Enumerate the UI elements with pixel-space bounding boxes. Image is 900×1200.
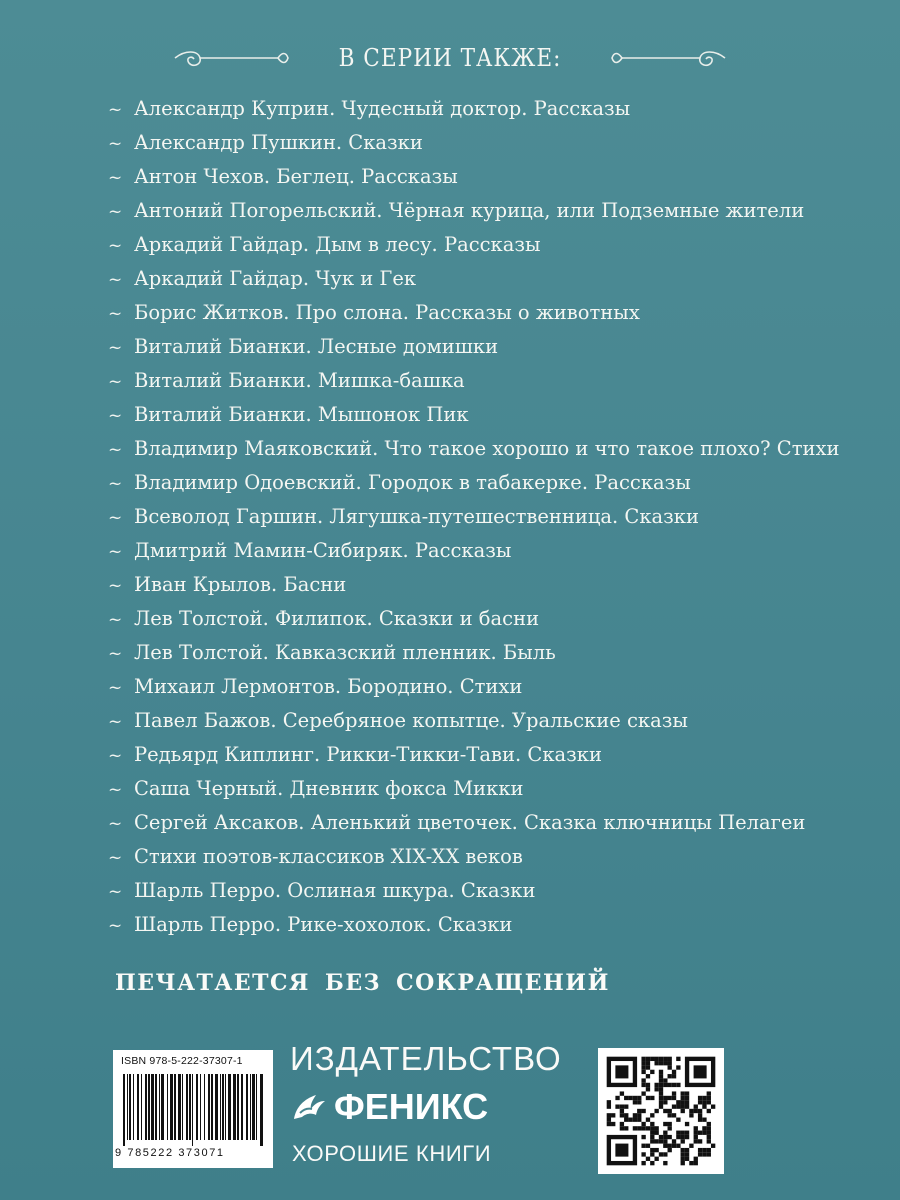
tilde-bullet: ~	[108, 202, 123, 222]
book-title: Владимир Маяковский. Что такое хорошо и что такое плохо? Стихи	[134, 437, 840, 460]
publisher-name: ФЕНИКС	[334, 1086, 489, 1127]
book-title: Павел Бажов. Серебряное копытце. Уральские сказы	[134, 709, 688, 732]
book-list-item	[108, 364, 868, 398]
tilde-bullet: ~	[108, 916, 123, 936]
tilde-bullet: ~	[108, 814, 123, 834]
isbn-label: ISBN 978-5-222-37307-1	[121, 1055, 243, 1067]
book-list-item	[108, 126, 868, 160]
book-title: Иван Крылов. Басни	[134, 573, 347, 596]
book-title: Дмитрий Мамин-Сибиряк. Рассказы	[134, 539, 512, 562]
book-title: Редьярд Киплинг. Рикки-Тикки-Тави. Сказки	[134, 743, 602, 766]
tilde-bullet: ~	[108, 236, 123, 256]
unabridged-notice: ПЕЧАТАЕТСЯ БЕЗ СОКРАЩЕНИЙ	[115, 970, 610, 996]
book-title: Лев Толстой. Кавказский пленник. Быль	[134, 641, 556, 664]
book-title: Аркадий Гайдар. Чук и Гек	[134, 267, 417, 290]
book-list-item	[108, 466, 868, 500]
book-list-item	[108, 194, 868, 228]
tilde-bullet: ~	[108, 576, 123, 596]
book-list-item	[108, 874, 868, 908]
book-list-item	[108, 738, 868, 772]
tilde-bullet: ~	[108, 746, 123, 766]
book-title: Аркадий Гайдар. Дым в лесу. Рассказы	[134, 233, 541, 256]
book-list-item	[108, 262, 868, 296]
tilde-bullet: ~	[108, 712, 123, 732]
book-list-item	[108, 92, 868, 126]
qr-code-icon	[598, 1048, 724, 1174]
book-list-item	[108, 840, 868, 874]
tilde-bullet: ~	[108, 406, 123, 426]
book-title: Стихи поэтов-классиков XIX-XX веков	[134, 845, 523, 868]
tilde-bullet: ~	[108, 100, 123, 120]
phoenix-logo-icon	[290, 1089, 328, 1123]
tilde-bullet: ~	[108, 440, 123, 460]
book-list-item	[108, 228, 868, 262]
tilde-bullet: ~	[108, 610, 123, 630]
book-list-item	[108, 772, 868, 806]
tilde-bullet: ~	[108, 678, 123, 698]
book-title: Виталий Бианки. Лесные домишки	[134, 335, 499, 358]
book-list-item	[108, 806, 868, 840]
book-title: Михаил Лермонтов. Бородино. Стихи	[134, 675, 523, 698]
tilde-bullet: ~	[108, 338, 123, 358]
tilde-bullet: ~	[108, 270, 123, 290]
book-title: Всеволод Гаршин. Лягушка-путешественница. Сказки	[134, 505, 699, 528]
publisher-name-row	[290, 1086, 590, 1128]
publisher-slogan: ХОРОШИЕ КНИГИ	[292, 1141, 492, 1166]
series-heading-block	[0, 30, 900, 90]
tilde-bullet: ~	[108, 134, 123, 154]
tilde-bullet: ~	[108, 372, 123, 392]
book-list-item	[108, 500, 868, 534]
book-list-item	[108, 534, 868, 568]
book-title: Виталий Бианки. Мышонок Пик	[134, 403, 469, 426]
series-book-list	[108, 92, 868, 942]
book-title: Виталий Бианки. Мишка-башка	[134, 369, 465, 392]
book-title: Александр Куприн. Чудесный доктор. Рассказы	[134, 97, 631, 120]
book-list-item	[108, 602, 868, 636]
tilde-bullet: ~	[108, 644, 123, 664]
book-list-item	[108, 160, 868, 194]
tilde-bullet: ~	[108, 508, 123, 528]
book-list-item	[108, 670, 868, 704]
tilde-bullet: ~	[108, 168, 123, 188]
book-list-item	[108, 568, 868, 602]
book-list-item	[108, 908, 868, 942]
barcode-bars	[123, 1074, 263, 1146]
book-list-item	[108, 432, 868, 466]
book-title: Сергей Аксаков. Аленький цветочек. Сказка ключницы Пелагеи	[134, 811, 806, 834]
book-title: Владимир Одоевский. Городок в табакерке. Рассказы	[134, 471, 691, 494]
barcode	[113, 1050, 273, 1168]
tilde-bullet: ~	[108, 780, 123, 800]
book-title: Александр Пушкин. Сказки	[134, 131, 423, 154]
book-title: Саша Черный. Дневник фокса Микки	[134, 777, 524, 800]
series-heading: В СЕРИИ ТАКЖЕ:	[338, 44, 562, 72]
book-title: Борис Житков. Про слона. Рассказы о животных	[134, 301, 640, 324]
book-title: Антон Чехов. Беглец. Рассказы	[134, 165, 458, 188]
book-list-item	[108, 704, 868, 738]
book-list-item	[108, 296, 868, 330]
publisher-label: ИЗДАТЕЛЬСТВО	[290, 1040, 562, 1077]
book-title: Шарль Перро. Рике-хохолок. Сказки	[134, 913, 513, 936]
tilde-bullet: ~	[108, 542, 123, 562]
book-title: Шарль Перро. Ослиная шкура. Сказки	[134, 879, 536, 902]
book-title: Антоний Погорельский. Чёрная курица, или Подземные жители	[134, 199, 805, 222]
book-list-item	[108, 636, 868, 670]
book-list-item	[108, 398, 868, 432]
book-list-item	[108, 330, 868, 364]
tilde-bullet: ~	[108, 848, 123, 868]
tilde-bullet: ~	[108, 474, 123, 494]
tilde-bullet: ~	[108, 304, 123, 324]
barcode-digits: 9 785222 373071	[115, 1147, 225, 1159]
tilde-bullet: ~	[108, 882, 123, 902]
book-title: Лев Толстой. Филипок. Сказки и басни	[134, 607, 540, 630]
